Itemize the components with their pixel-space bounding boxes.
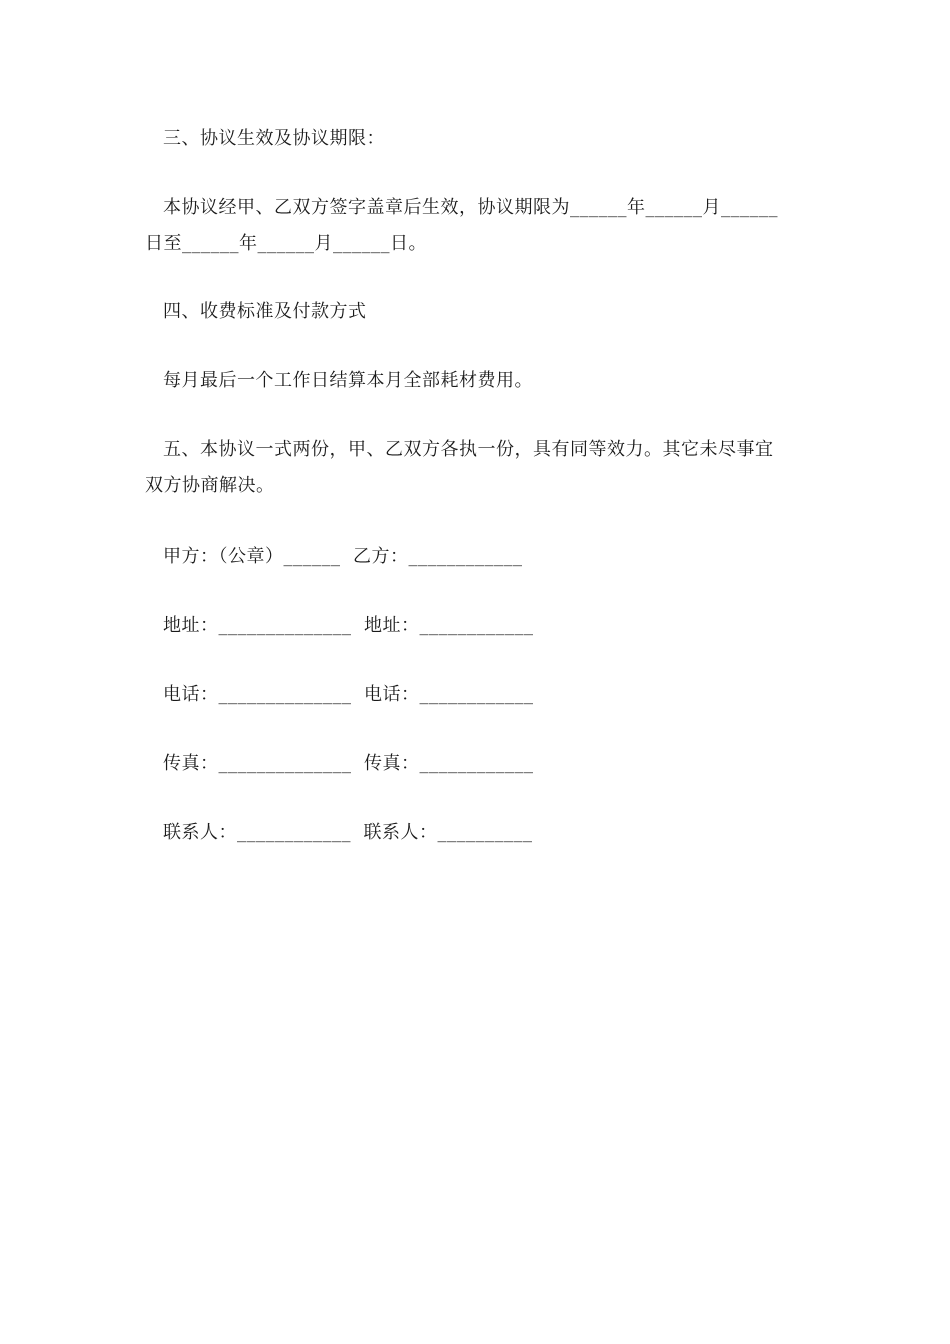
section3-body-line2: 日至______年______月______日。 [145,233,427,254]
signature-contact-line: 联系人：____________ 联系人：__________ [163,822,533,843]
signature-fax-line: 传真：______________ 传真：____________ [163,753,534,774]
section4-heading: 四、收费标准及付款方式 [163,301,367,322]
section5-line2: 双方协商解决。 [145,475,275,496]
section4-body: 每月最后一个工作日结算本月全部耗材费用。 [163,370,533,391]
signature-phone-line: 电话：______________ 电话：____________ [163,684,534,705]
signature-address-line: 地址：______________ 地址：____________ [163,615,534,636]
section3-heading: 三、协议生效及协议期限： [163,128,385,149]
signature-party-line: 甲方：（公章）______ 乙方：____________ [163,546,523,567]
section3-body-line1: 本协议经甲、乙双方签字盖章后生效，协议期限为______年______月______ [163,197,778,218]
section5-line1: 五、本协议一式两份，甲、乙双方各执一份，具有同等效力。其它未尽事宜 [163,439,774,460]
